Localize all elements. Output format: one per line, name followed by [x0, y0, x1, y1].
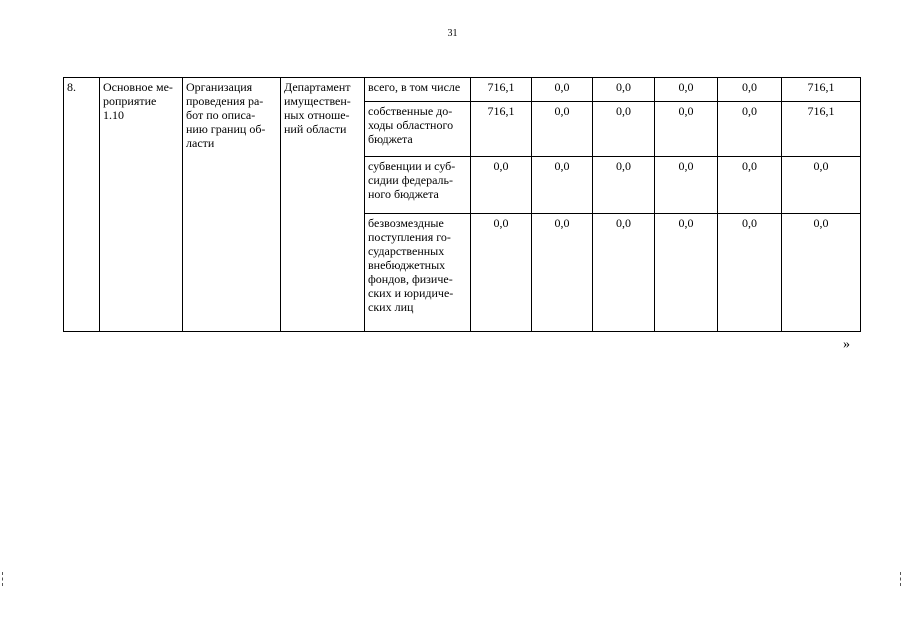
value-cell: 0,0: [655, 214, 718, 332]
executor-cell: Департамент имуществен- ных отноше- ний области: [281, 78, 365, 332]
value-cell: 0,0: [593, 102, 655, 157]
budget-table: [63, 77, 861, 332]
value-cell: 0,0: [471, 214, 532, 332]
value-cell: 0,0: [718, 214, 782, 332]
value-cell: 0,0: [532, 102, 593, 157]
value-cell: 0,0: [718, 78, 782, 102]
value-cell: 0,0: [782, 214, 861, 332]
value-cell: 0,0: [471, 157, 532, 214]
funding-source-cell: собственные до- ходы областного бюджета: [365, 102, 471, 157]
event-description-cell: Организация проведения ра- бот по описа- нию границ об- ласти: [183, 78, 281, 332]
value-cell: 716,1: [782, 102, 861, 157]
left-edge-mark: [2, 572, 7, 586]
funding-source-cell: субвенции и суб- сидии федераль- ного бюджета: [365, 157, 471, 214]
event-name-cell: Основное ме- роприятие 1.10: [100, 78, 183, 332]
funding-source-cell: безвозмездные поступления го- сударственных внебюджетных фондов, физиче- ских и юридиче- ских лиц: [365, 214, 471, 332]
value-cell: 0,0: [655, 102, 718, 157]
page-number: 31: [447, 28, 458, 39]
table-row: [64, 78, 861, 102]
funding-source-cell: всего, в том числе: [365, 78, 471, 102]
value-cell: 716,1: [782, 78, 861, 102]
value-cell: 716,1: [471, 102, 532, 157]
value-cell: 0,0: [532, 78, 593, 102]
value-cell: 0,0: [718, 157, 782, 214]
closing-quote: »: [843, 337, 850, 352]
right-edge-mark: [900, 572, 905, 586]
value-cell: 0,0: [593, 157, 655, 214]
row-number-cell: 8.: [64, 78, 100, 332]
value-cell: 0,0: [593, 78, 655, 102]
value-cell: 0,0: [718, 102, 782, 157]
value-cell: 0,0: [593, 214, 655, 332]
value-cell: 716,1: [471, 78, 532, 102]
value-cell: 0,0: [782, 157, 861, 214]
value-cell: 0,0: [532, 157, 593, 214]
value-cell: 0,0: [532, 214, 593, 332]
value-cell: 0,0: [655, 157, 718, 214]
value-cell: 0,0: [655, 78, 718, 102]
